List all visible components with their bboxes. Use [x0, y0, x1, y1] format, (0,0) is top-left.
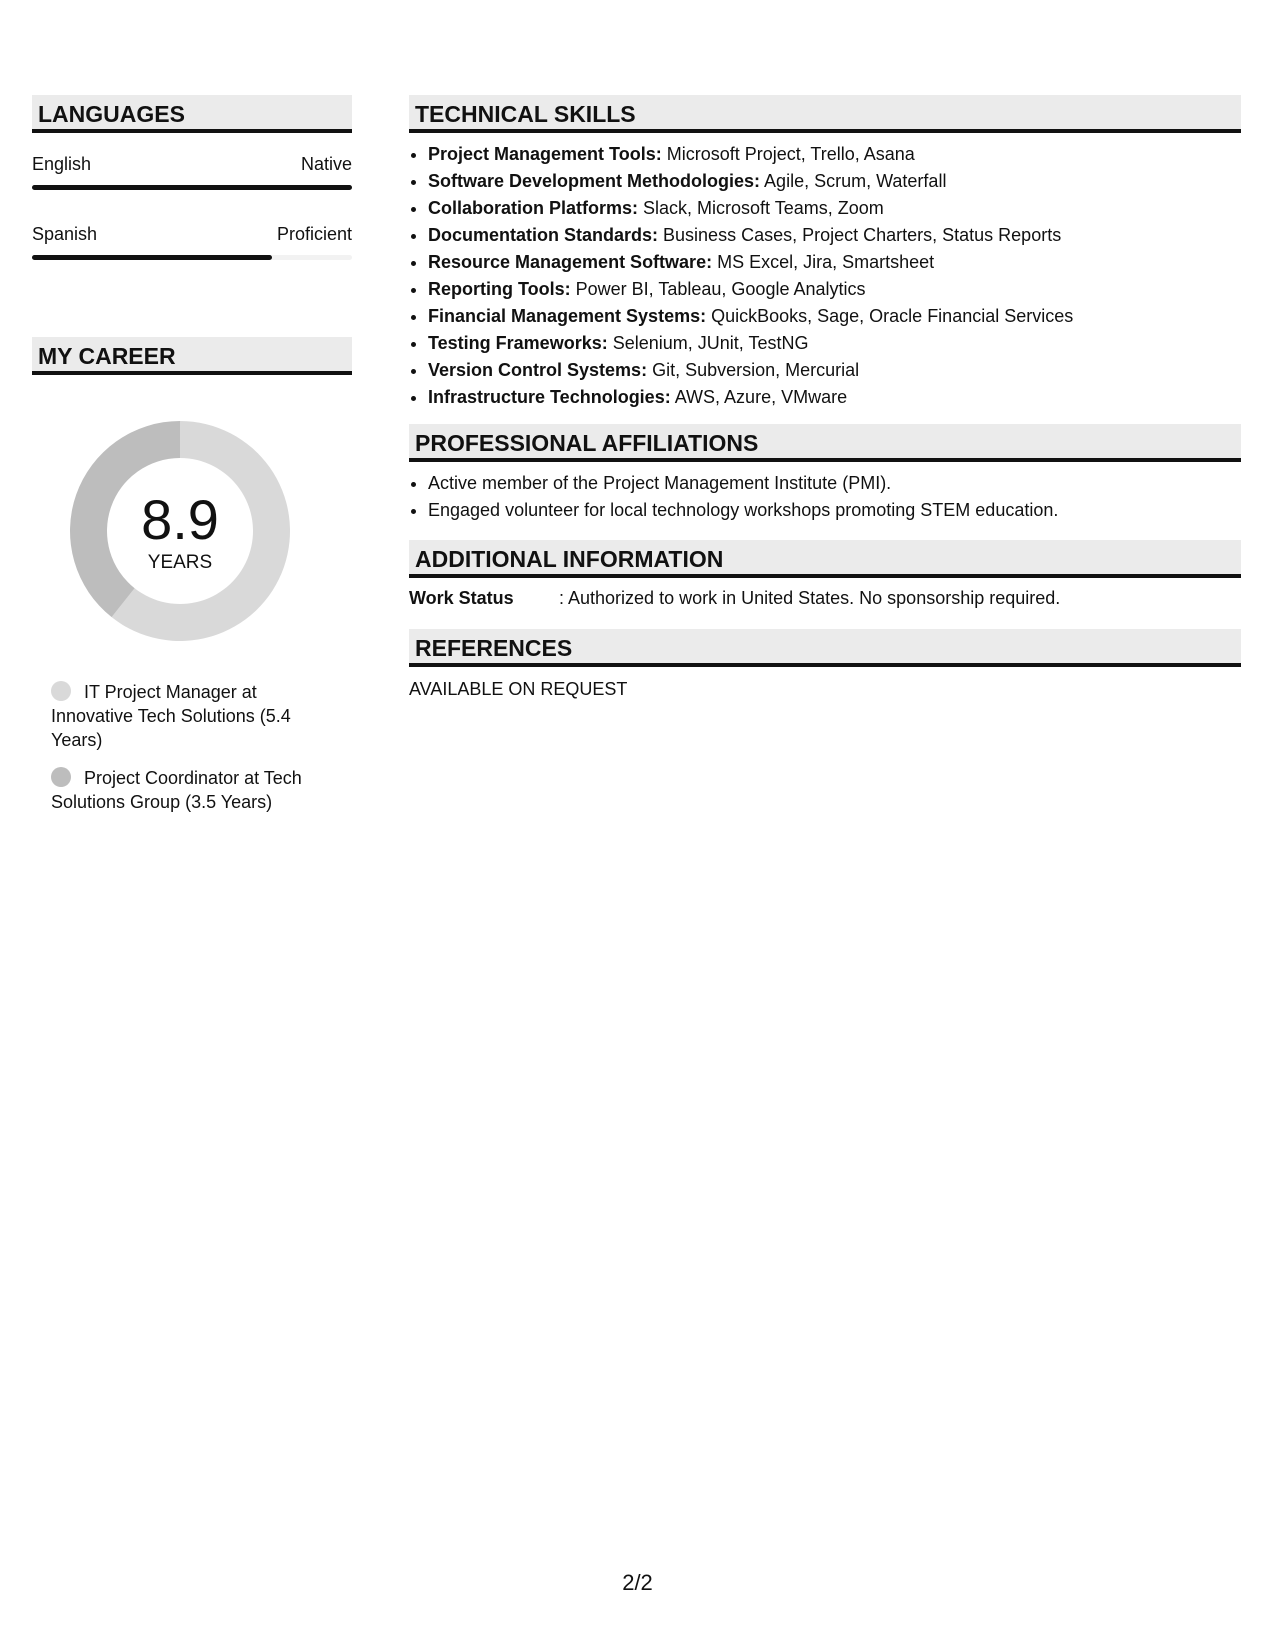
language-name: Spanish: [32, 224, 98, 244]
left-column: [32, 95, 352, 828]
work-status-value: : Authorized to work in United States. No sponsorship required.: [559, 588, 1061, 608]
career-section: [32, 337, 352, 814]
skill-item: [428, 222, 1241, 249]
additional-info-section: [409, 540, 1241, 610]
skill-category: Financial Management Systems:: [428, 306, 707, 326]
skill-values: AWS, Azure, VMware: [670, 387, 848, 407]
language-proficiency-fill: [32, 255, 272, 260]
references-text: AVAILABLE ON REQUEST: [409, 679, 628, 699]
career-header: [32, 337, 352, 375]
legend-dot-icon: [51, 681, 71, 701]
skill-item: [428, 276, 1241, 303]
skill-values: Microsoft Project, Trello, Asana: [661, 144, 915, 164]
skill-values: Business Cases, Project Charters, Status Reports: [658, 225, 1062, 245]
skill-category: Collaboration Platforms:: [428, 198, 639, 218]
affiliations-header: [409, 424, 1241, 462]
right-column: [409, 95, 1241, 701]
language-level: Native: [300, 154, 352, 174]
skill-item: [428, 195, 1241, 222]
language-level: Proficient: [276, 224, 352, 244]
total-years-unit: YEARS: [147, 552, 213, 573]
work-status-label: Work Status: [409, 588, 514, 608]
total-years-value: 8.9: [141, 488, 219, 551]
career-title: MY CAREER: [38, 343, 176, 369]
language-proficiency-bar: [32, 185, 352, 190]
languages-section: [32, 95, 352, 260]
affiliation-item: • Engaged volunteer for local technology workshops promoting STEM education.: [428, 497, 1241, 524]
skill-category: Documentation Standards:: [428, 225, 659, 245]
career-legend: [51, 680, 321, 814]
affiliation-item: • Active member of the Project Management Institute (PMI).: [428, 470, 1241, 497]
technical-skills-title: TECHNICAL SKILLS: [415, 101, 636, 127]
skill-item: [428, 384, 1241, 411]
skill-item: [428, 303, 1241, 330]
legend-dot-icon: [51, 767, 71, 787]
language-item-english: [32, 153, 352, 190]
skill-category: Infrastructure Technologies:: [428, 387, 671, 407]
language-proficiency-bar: [32, 255, 352, 260]
skill-item: [428, 141, 1241, 168]
additional-info-header: [409, 540, 1241, 578]
work-status-row: [409, 586, 1241, 610]
skill-category: Resource Management Software:: [428, 252, 713, 272]
career-legend-item: [51, 766, 321, 814]
skill-category: Testing Frameworks:: [428, 333, 608, 353]
affiliations-list: [409, 470, 1241, 524]
skill-values: Agile, Scrum, Waterfall: [760, 171, 947, 191]
skill-item: [428, 357, 1241, 384]
career-position-label: Project Coordinator at Tech Solutions Group (3.5 Years): [51, 768, 302, 812]
skill-values: MS Excel, Jira, Smartsheet: [712, 252, 935, 272]
languages-header: [32, 95, 352, 133]
language-proficiency-fill: [32, 185, 352, 190]
references-section: [409, 629, 1241, 701]
technical-skills-header: [409, 95, 1241, 133]
career-donut-chart: [67, 418, 293, 644]
affiliations-title: PROFESSIONAL AFFILIATIONS: [415, 430, 759, 456]
languages-title: LANGUAGES: [38, 101, 185, 127]
skill-category: Reporting Tools:: [428, 279, 571, 299]
language-name: English: [32, 154, 92, 174]
career-legend-item: [51, 680, 321, 752]
skill-values: Selenium, JUnit, TestNG: [607, 333, 809, 353]
skill-item: [428, 249, 1241, 276]
skill-category: Software Development Methodologies:: [428, 171, 761, 191]
technical-skills-list: [409, 141, 1241, 411]
donut-center-label: [67, 418, 293, 644]
skill-item: [428, 330, 1241, 357]
career-position-label: IT Project Manager at Innovative Tech Solutions (5.4 Years): [51, 682, 291, 750]
additional-info-title: ADDITIONAL INFORMATION: [415, 546, 724, 572]
skill-values: Power BI, Tableau, Google Analytics: [570, 279, 866, 299]
skill-values: Slack, Microsoft Teams, Zoom: [638, 198, 884, 218]
references-title: REFERENCES: [415, 635, 573, 661]
page-number: 2/2: [622, 1570, 653, 1595]
skill-values: Git, Subversion, Mercurial: [647, 360, 860, 380]
affiliations-section: [409, 424, 1241, 524]
language-item-spanish: [32, 223, 352, 260]
technical-skills-section: [409, 95, 1241, 411]
skill-category: Project Management Tools:: [428, 144, 662, 164]
skill-values: QuickBooks, Sage, Oracle Financial Services: [706, 306, 1074, 326]
skill-item: [428, 168, 1241, 195]
references-header: [409, 629, 1241, 667]
skill-category: Version Control Systems:: [428, 360, 648, 380]
